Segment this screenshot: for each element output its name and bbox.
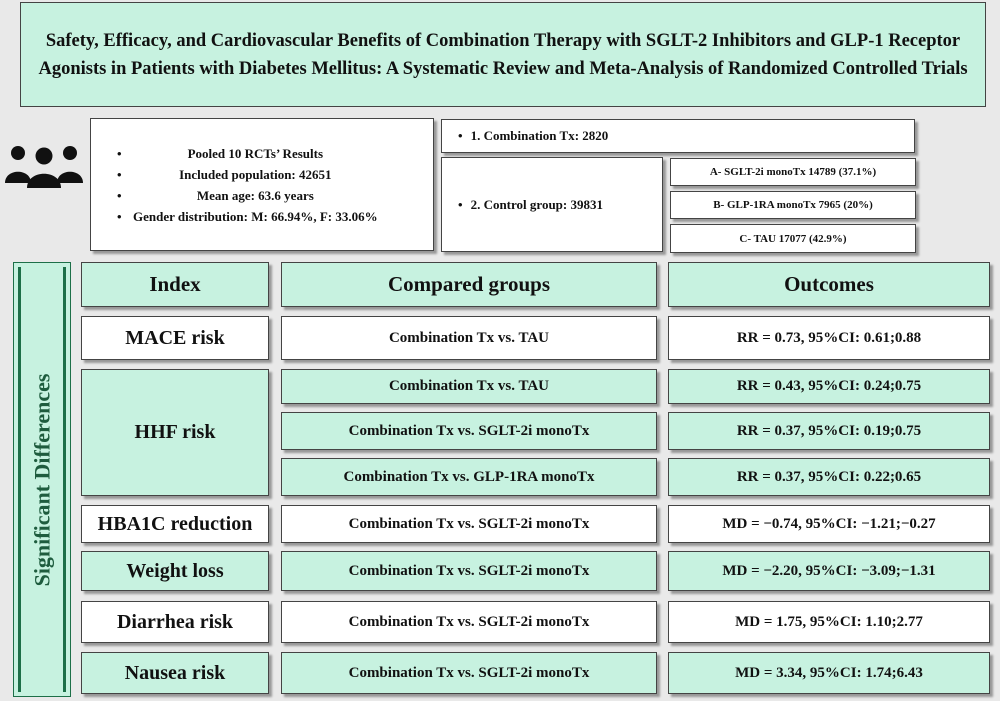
outcome-cell: MD = −2.20, 95%CI: −3.09;−1.31 xyxy=(668,551,990,591)
control-subgroup-glp1ra: B- GLP-1RA monoTx 7965 (20%) xyxy=(670,191,916,219)
control-subgroup-sglt2i: A- SGLT-2i monoTx 14789 (37.1%) xyxy=(670,158,916,186)
compared-group-cell: Combination Tx vs. SGLT-2i monoTx xyxy=(281,551,657,591)
compared-group-cell: Combination Tx vs. SGLT-2i monoTx xyxy=(281,505,657,543)
index-hhf-risk: HHF risk xyxy=(81,369,269,496)
header-index: Index xyxy=(81,262,269,307)
index-mace-risk: MACE risk xyxy=(81,316,269,360)
summary-list xyxy=(105,143,378,227)
compared-group-cell: Combination Tx vs. TAU xyxy=(281,316,657,360)
figure-title: Safety, Efficacy, and Cardiovascular Benefits of Combination Therapy with SGLT-2 Inhibitors and GLP-1 Receptor Agonists in Patients with Diabetes Mellitus: A Systematic Review and Meta-Analysis of Randomized Controlled Trials xyxy=(38,30,968,79)
index-diarrhea-risk: Diarrhea risk xyxy=(81,601,269,643)
index-weight-loss: Weight loss xyxy=(81,551,269,591)
outcome-cell: RR = 0.37, 95%CI: 0.22;0.65 xyxy=(668,458,990,496)
outcome-cell: RR = 0.43, 95%CI: 0.24;0.75 xyxy=(668,369,990,404)
outcome-cell: MD = 1.75, 95%CI: 1.10;2.77 xyxy=(668,601,990,643)
compared-group-cell: Combination Tx vs. SGLT-2i monoTx xyxy=(281,412,657,450)
combination-group-box: • 1. Combination Tx: 2820 xyxy=(441,119,915,153)
outcome-cell: RR = 0.37, 95%CI: 0.19;0.75 xyxy=(668,412,990,450)
index-nausea-risk: Nausea risk xyxy=(81,652,269,694)
summary-item: • Pooled 10 RCTs’ Results xyxy=(117,143,378,164)
significant-differences-label xyxy=(13,262,71,697)
header-compared-groups: Compared groups xyxy=(281,262,657,307)
summary-item: • Mean age: 63.6 years xyxy=(117,185,378,206)
outcome-cell: MD = 3.34, 95%CI: 1.74;6.43 xyxy=(668,652,990,694)
compared-group-cell: Combination Tx vs. TAU xyxy=(281,369,657,404)
outcome-cell: RR = 0.73, 95%CI: 0.61;0.88 xyxy=(668,316,990,360)
side-label-text: Significant Differences xyxy=(29,373,54,586)
header-outcomes: Outcomes xyxy=(668,262,990,307)
study-summary-box xyxy=(90,118,434,251)
summary-item: • Included population: 42651 xyxy=(117,164,378,185)
control-subgroup-tau: C- TAU 17077 (42.9%) xyxy=(670,224,916,253)
control-group-box: • 2. Control group: 39831 xyxy=(441,157,663,252)
index-hba1c-reduction: HBA1C reduction xyxy=(81,505,269,543)
compared-group-cell: Combination Tx vs. SGLT-2i monoTx xyxy=(281,652,657,694)
people-group-icon xyxy=(3,143,85,188)
compared-group-cell: Combination Tx vs. GLP-1RA monoTx xyxy=(281,458,657,496)
summary-item: • Gender distribution: M: 66.94%, F: 33.06% xyxy=(117,206,378,227)
outcome-cell: MD = −0.74, 95%CI: −1.21;−0.27 xyxy=(668,505,990,543)
title-box xyxy=(20,2,986,107)
compared-group-cell: Combination Tx vs. SGLT-2i monoTx xyxy=(281,601,657,643)
